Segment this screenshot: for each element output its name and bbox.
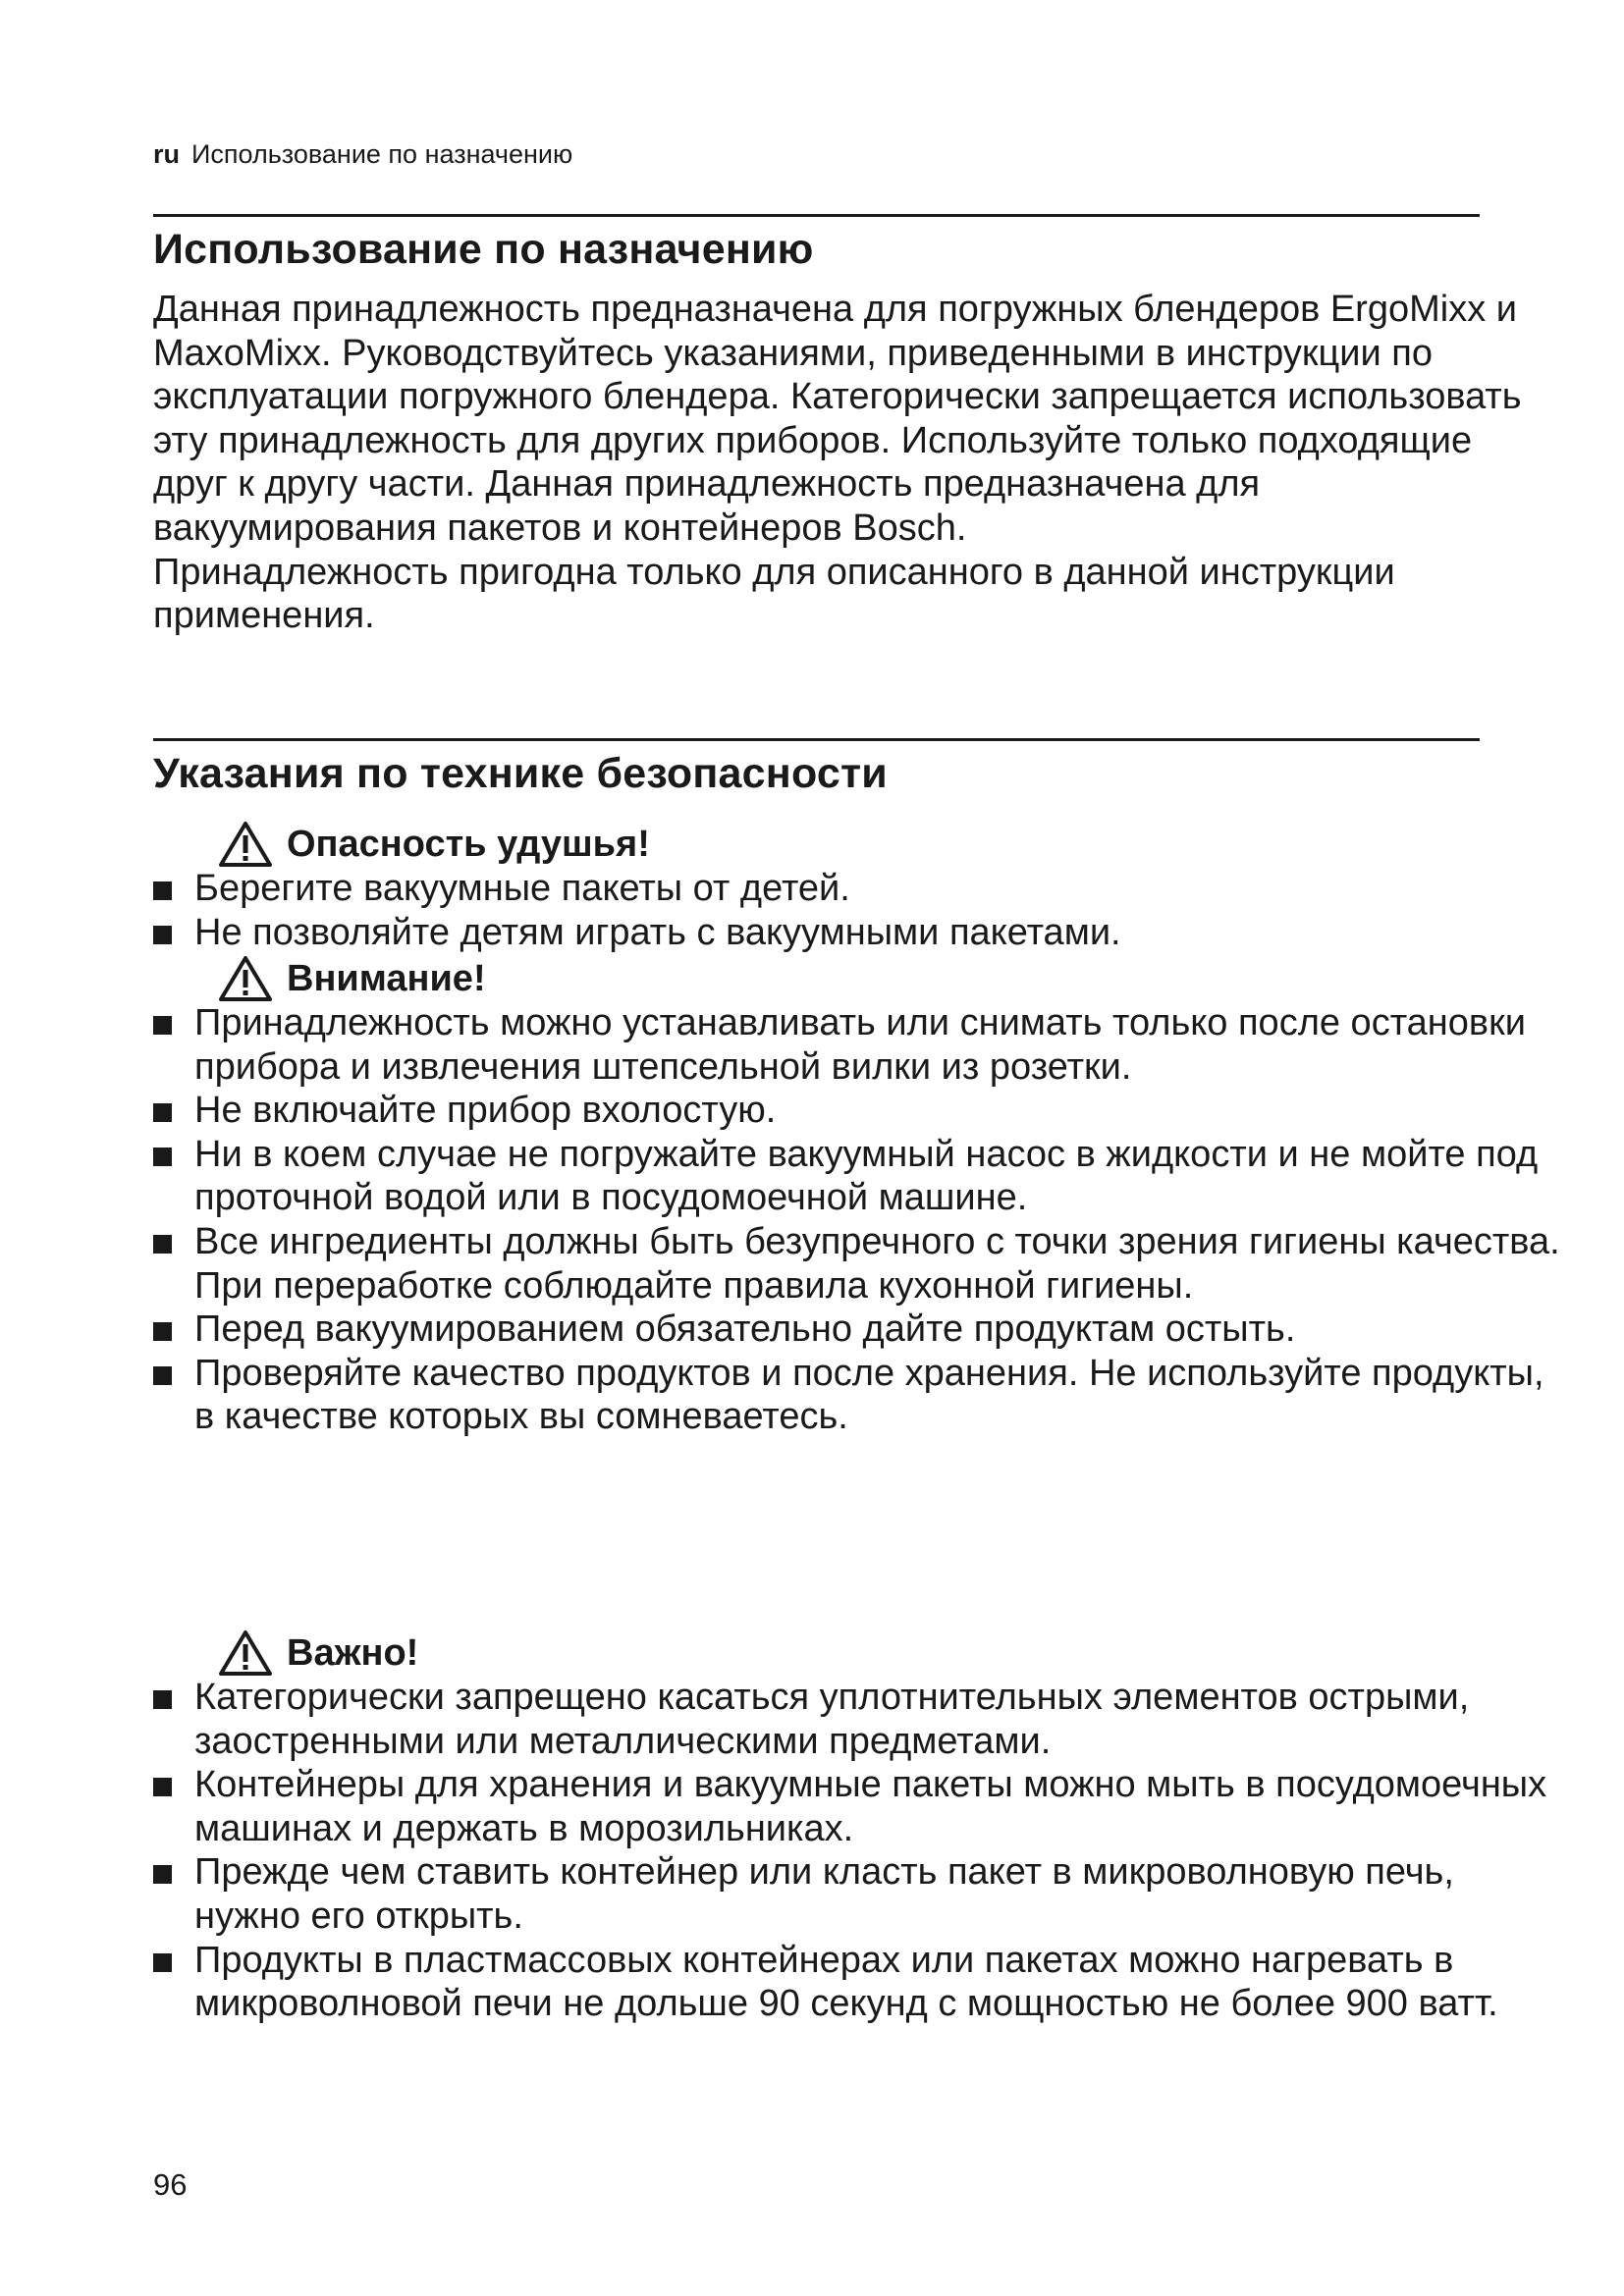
list-item: Категорически запрещено касаться уплотнительных элементов острыми, заостренными или металлическими предметами. xyxy=(194,1676,1569,1763)
running-header-title: Использование по назначению xyxy=(191,139,573,169)
list-item: Не включайте прибор вхолостую. xyxy=(194,1089,1569,1133)
bullet-square xyxy=(153,1778,172,1796)
bullet-square xyxy=(153,1148,172,1166)
bullet-square xyxy=(153,1016,172,1035)
list-item: Принадлежность можно устанавливать или снимать только после остановки прибора и извлечения штепсельной вилки из розетки. xyxy=(194,1001,1569,1089)
bullet-square xyxy=(153,1103,172,1122)
bullet-square xyxy=(153,1322,172,1341)
warning-triangle-icon xyxy=(218,955,273,1002)
list-item: Ни в коем случае не погружайте вакуумный насос в жидкости и не мойте под проточной водой или в посудомоечной машине. xyxy=(194,1133,1569,1220)
section-title-intended-use: Использование по назначению xyxy=(153,226,814,273)
list-item: Все ингредиенты должны быть безупречного с точки зрения гигиены качества. При переработке соблюдайте правила кухонной гигиены. xyxy=(194,1220,1569,1308)
page-number: 96 xyxy=(153,2167,188,2202)
bullet-square xyxy=(153,926,172,944)
bullet-square xyxy=(153,1366,172,1385)
bullet-square xyxy=(153,1690,172,1709)
list-item: Проверяйте качество продуктов и после хранения. Не используйте продукты, в качестве которых вы сомневаетесь. xyxy=(194,1352,1569,1439)
bullet-square xyxy=(153,1865,172,1884)
warning-triangle-icon xyxy=(218,1629,273,1677)
safety-list-important xyxy=(194,1676,1569,2026)
intended-use-paragraph: Принадлежность пригодна только для описанного в данной инструкции применения. xyxy=(153,551,1395,637)
list-item: Прежде чем ставить контейнер или класть пакет в микроволновую печь, нужно его открыть. xyxy=(194,1850,1569,1938)
section-title-safety: Указания по технике безопасности xyxy=(153,750,888,797)
intended-use-paragraph: Данная принадлежность предназначена для погружных блендеров ErgoMixx и MaxoMixx. Руководствуйтесь указаниями, приведенными в инструкции по эксплуатации погружного блендера. Категорически запрещается использовать эту принадлежность для других приборов. Используйте только подходящие друг к другу части. Данная принадлежность предназначена для вакуумирования пакетов и контейнеров Bosch. xyxy=(153,289,1522,549)
warning-heading-suffocation xyxy=(218,821,650,868)
warning-heading-important xyxy=(218,1629,418,1677)
warning-heading-attention xyxy=(218,955,486,1002)
running-header xyxy=(153,139,572,170)
safety-list-attention xyxy=(194,1001,1569,1439)
safety-list-suffocation xyxy=(194,867,1569,954)
intended-use-text xyxy=(153,288,1528,638)
warning-heading-text: Внимание! xyxy=(287,957,486,999)
list-item: Берегите вакуумные пакеты от детей. xyxy=(194,867,1569,911)
list-item: Продукты в пластмассовых контейнерах или пакетах можно нагревать в микроволновой печи не дольше 90 секунд с мощностью не более 900 ватт. xyxy=(194,1939,1569,2026)
section-divider xyxy=(153,738,1480,741)
warning-heading-text: Важно! xyxy=(287,1631,419,1674)
bullet-square xyxy=(153,881,172,900)
section-divider xyxy=(153,214,1480,217)
list-item: Контейнеры для хранения и вакуумные пакеты можно мыть в посудомоечных машинах и держать в морозильниках. xyxy=(194,1763,1569,1850)
list-item: Перед вакуумированием обязательно дайте продуктам остыть. xyxy=(194,1308,1569,1352)
warning-heading-text: Опасность удушья! xyxy=(287,823,650,865)
language-code: ru xyxy=(153,139,180,169)
bullet-square xyxy=(153,1235,172,1254)
bullet-square xyxy=(153,1953,172,1972)
warning-triangle-icon xyxy=(218,821,273,868)
list-item: Не позволяйте детям играть с вакуумными пакетами. xyxy=(194,911,1569,955)
